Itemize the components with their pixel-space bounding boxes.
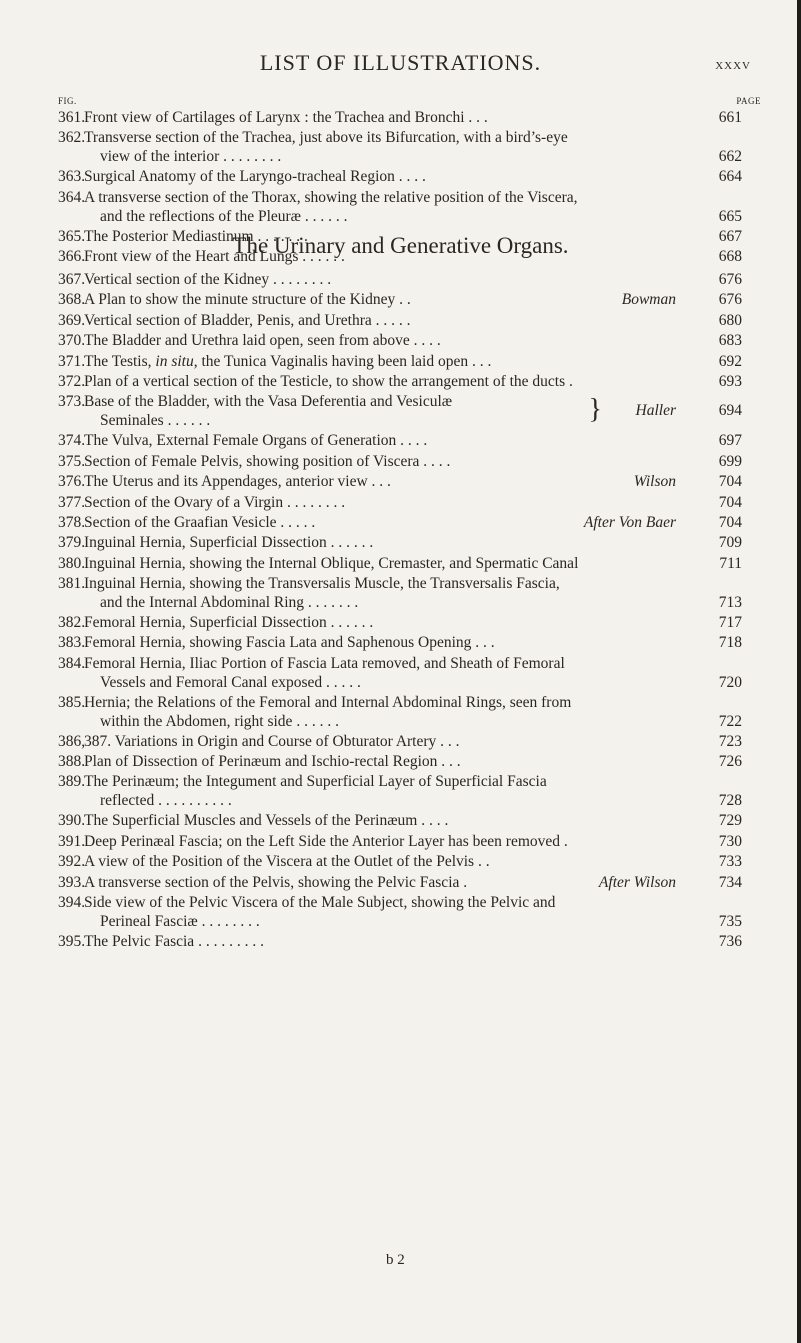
- figure-caption: Section of the Graafian Vesicle . . . . .: [84, 513, 316, 531]
- page-reference: 704: [718, 473, 742, 491]
- page-reference: 736: [718, 932, 742, 950]
- figure-number: 374.: [58, 432, 86, 450]
- page-reference: 720: [718, 673, 742, 691]
- figure-caption-continued: and the reflections of the Pleuræ . . . . . .: [100, 207, 348, 225]
- figure-number: 377.: [58, 493, 86, 511]
- figure-number: 393.: [58, 873, 86, 891]
- figure-caption: The Testis, in situ, the Tunica Vaginalis having been laid open . . .: [84, 352, 492, 370]
- figure-number: 395.: [58, 932, 86, 950]
- page-reference: 729: [718, 812, 742, 830]
- page-reference: 709: [718, 534, 742, 552]
- figure-number: 367.: [58, 271, 86, 288]
- figure-caption-continued: reflected . . . . . . . . . .: [100, 792, 232, 810]
- figure-caption: The Posterior Mediastinum . . . . . . .: [84, 227, 308, 245]
- figure-number: 381.: [58, 575, 86, 593]
- figure-caption: Hernia; the Relations of the Femoral and Internal Abdominal Rings, seen from: [84, 693, 572, 711]
- figure-caption-continued: view of the interior . . . . . . . .: [100, 148, 282, 166]
- figure-caption: Femoral Hernia, Superficial Dissection . . . . . .: [84, 614, 374, 631]
- figure-author: Haller: [635, 402, 676, 420]
- figure-caption: Section of the Ovary of a Virgin . . . . . . . .: [84, 493, 346, 511]
- page-reference: 694: [718, 402, 742, 420]
- page-reference: 683: [718, 332, 742, 350]
- figure-caption-continued: Vessels and Femoral Canal exposed . . . . .: [100, 673, 361, 691]
- figure-number: 388.: [58, 753, 86, 770]
- figure-caption: The Uterus and its Appendages, anterior view . . .: [84, 473, 391, 491]
- page-reference: 733: [718, 853, 742, 871]
- figure-caption: The Vulva, External Female Organs of Generation . . . .: [84, 432, 428, 450]
- fig-column-label: FIG.: [58, 96, 77, 106]
- figure-number: 375.: [58, 452, 86, 470]
- page-reference: 730: [718, 832, 742, 850]
- figure-number: 385.: [58, 693, 86, 711]
- figure-caption: Base of the Bladder, with the Vasa Deferentia and Vesiculæ: [84, 393, 453, 411]
- figure-caption: Plan of Dissection of Perinæum and Ischio-rectal Region . . .: [84, 753, 461, 770]
- figure-number: 361.: [58, 109, 86, 126]
- figure-caption: Femoral Hernia, showing Fascia Lata and Saphenous Opening . . .: [84, 634, 495, 652]
- page-reference: 680: [718, 311, 742, 329]
- figure-caption: A transverse section of the Thorax, showing the relative position of the Viscera,: [84, 188, 578, 206]
- figure-number: 382.: [58, 614, 86, 631]
- signature-mark: b 2: [386, 1252, 405, 1268]
- running-title: LIST OF ILLUSTRATIONS.: [259, 50, 542, 75]
- figure-number: 376.: [58, 473, 86, 491]
- page-reference: 693: [718, 373, 742, 390]
- figure-number: 365.: [58, 227, 86, 245]
- figure-number: 394.: [58, 893, 86, 911]
- figure-caption: A transverse section of the Pelvis, showing the Pelvic Fascia .: [84, 873, 468, 891]
- page-column-label: PAGE: [736, 96, 761, 106]
- figure-number: 373.: [58, 393, 86, 411]
- figure-caption: The Superficial Muscles and Vessels of the Perinæum . . . .: [84, 812, 449, 830]
- figure-number: 384.: [58, 654, 86, 672]
- page-reference: 704: [718, 493, 742, 511]
- figure-caption: Front view of the Heart and Lungs . . . . . .: [84, 248, 345, 265]
- figure-author: Bowman: [621, 291, 676, 309]
- page-reference: 713: [718, 594, 742, 612]
- page-reference: 734: [718, 873, 742, 891]
- page-reference: 723: [718, 732, 742, 750]
- page-number: xxxv: [715, 57, 751, 73]
- figure-caption: Side view of the Pelvic Viscera of the Male Subject, showing the Pelvic and: [84, 893, 556, 911]
- page-reference: 676: [718, 291, 742, 309]
- page-reference: 661: [718, 109, 742, 126]
- figure-number: 379.: [58, 534, 86, 552]
- page-reference: 735: [718, 912, 742, 930]
- page-reference: 662: [718, 148, 742, 166]
- figure-number: 378.: [58, 513, 86, 531]
- figure-caption: Plan of a vertical section of the Testicle, to show the arrangement of the ducts .: [84, 373, 573, 390]
- figure-caption: A Plan to show the minute structure of the Kidney . .: [84, 291, 411, 309]
- figure-number: 389.: [58, 773, 86, 791]
- figure-caption: Deep Perinæal Fascia; on the Left Side the Anterior Layer has been removed .: [84, 832, 568, 850]
- page-reference: 667: [718, 227, 742, 245]
- figure-caption: Inguinal Hernia, Superficial Dissection . . . . . .: [84, 534, 374, 552]
- figure-caption: 387. Variations in Origin and Course of Obturator Artery . . .: [84, 732, 460, 750]
- figure-caption-continued: Seminales . . . . . .: [100, 412, 211, 430]
- figure-number: 386,: [58, 732, 86, 750]
- section-title: The Urinary and Generative Organs.: [232, 233, 569, 258]
- figure-caption-continued: and the Internal Abdominal Ring . . . . . . .: [100, 594, 359, 612]
- figure-caption: The Bladder and Urethra laid open, seen from above . . . .: [84, 332, 441, 350]
- page-reference: 722: [718, 712, 742, 730]
- figure-number: 369.: [58, 311, 86, 329]
- page-reference: 728: [718, 792, 742, 810]
- page-reference: 697: [718, 432, 742, 450]
- figure-caption: Section of Female Pelvis, showing position of Viscera . . . .: [84, 452, 451, 470]
- page-reference: 668: [718, 248, 742, 265]
- figure-caption: The Pelvic Fascia . . . . . . . . .: [84, 932, 264, 950]
- figure-author: After Wilson: [598, 873, 676, 891]
- page-reference: 704: [718, 513, 742, 531]
- figure-caption: Femoral Hernia, Iliac Portion of Fascia Lata removed, and Sheath of Femoral: [84, 654, 565, 672]
- page-reference: 665: [718, 207, 742, 225]
- figure-number: 372.: [58, 373, 86, 390]
- figure-number: 390.: [58, 812, 86, 830]
- page-edge: [797, 0, 801, 1343]
- figure-number: 364.: [58, 188, 86, 206]
- figure-caption: Inguinal Hernia, showing the Transversalis Muscle, the Transversalis Fascia,: [84, 575, 560, 593]
- figure-caption: The Perinæum; the Integument and Superficial Layer of Superficial Fascia: [84, 773, 547, 791]
- page-reference: 711: [719, 554, 742, 572]
- figure-number: 380.: [58, 554, 86, 572]
- figure-caption: Vertical section of Bladder, Penis, and Urethra . . . . .: [84, 311, 411, 329]
- figure-caption: A view of the Position of the Viscera at the Outlet of the Pelvis . .: [84, 853, 490, 871]
- figure-caption: Transverse section of the Trachea, just above its Bifurcation, with a bird’s-eye: [84, 129, 568, 147]
- figure-number: 362.: [58, 129, 86, 147]
- figure-number: 392.: [58, 853, 86, 871]
- figure-number: 391.: [58, 832, 86, 850]
- figure-caption: Inguinal Hernia, showing the Internal Oblique, Cremaster, and Spermatic Canal: [84, 554, 579, 572]
- figure-author: After Von Baer: [583, 513, 676, 531]
- page-reference: 718: [718, 634, 742, 652]
- page-reference: 717: [718, 614, 742, 631]
- page-reference: 699: [718, 452, 742, 470]
- figure-caption-continued: Perineal Fasciæ . . . . . . . .: [100, 912, 260, 930]
- page-reference: 692: [718, 352, 742, 370]
- figure-number: 383.: [58, 634, 86, 652]
- page-reference: 664: [718, 168, 742, 186]
- figure-number: 363.: [58, 168, 86, 186]
- figure-caption: Front view of Cartilages of Larynx : the Trachea and Bronchi . . .: [84, 109, 488, 126]
- figure-number: 366.: [58, 248, 86, 265]
- brace-mark: }: [588, 394, 602, 426]
- page-reference: 726: [718, 753, 742, 770]
- figure-caption-continued: within the Abdomen, right side . . . . . .: [100, 712, 339, 730]
- figure-caption: Vertical section of the Kidney . . . . . . . .: [84, 271, 332, 288]
- figure-number: 370.: [58, 332, 86, 350]
- figure-number: 368.: [58, 291, 86, 309]
- page-reference: 676: [718, 271, 742, 288]
- figure-author: Wilson: [633, 473, 676, 491]
- figure-caption: Surgical Anatomy of the Laryngo-tracheal Region . . . .: [84, 168, 426, 186]
- figure-number: 371.: [58, 352, 86, 370]
